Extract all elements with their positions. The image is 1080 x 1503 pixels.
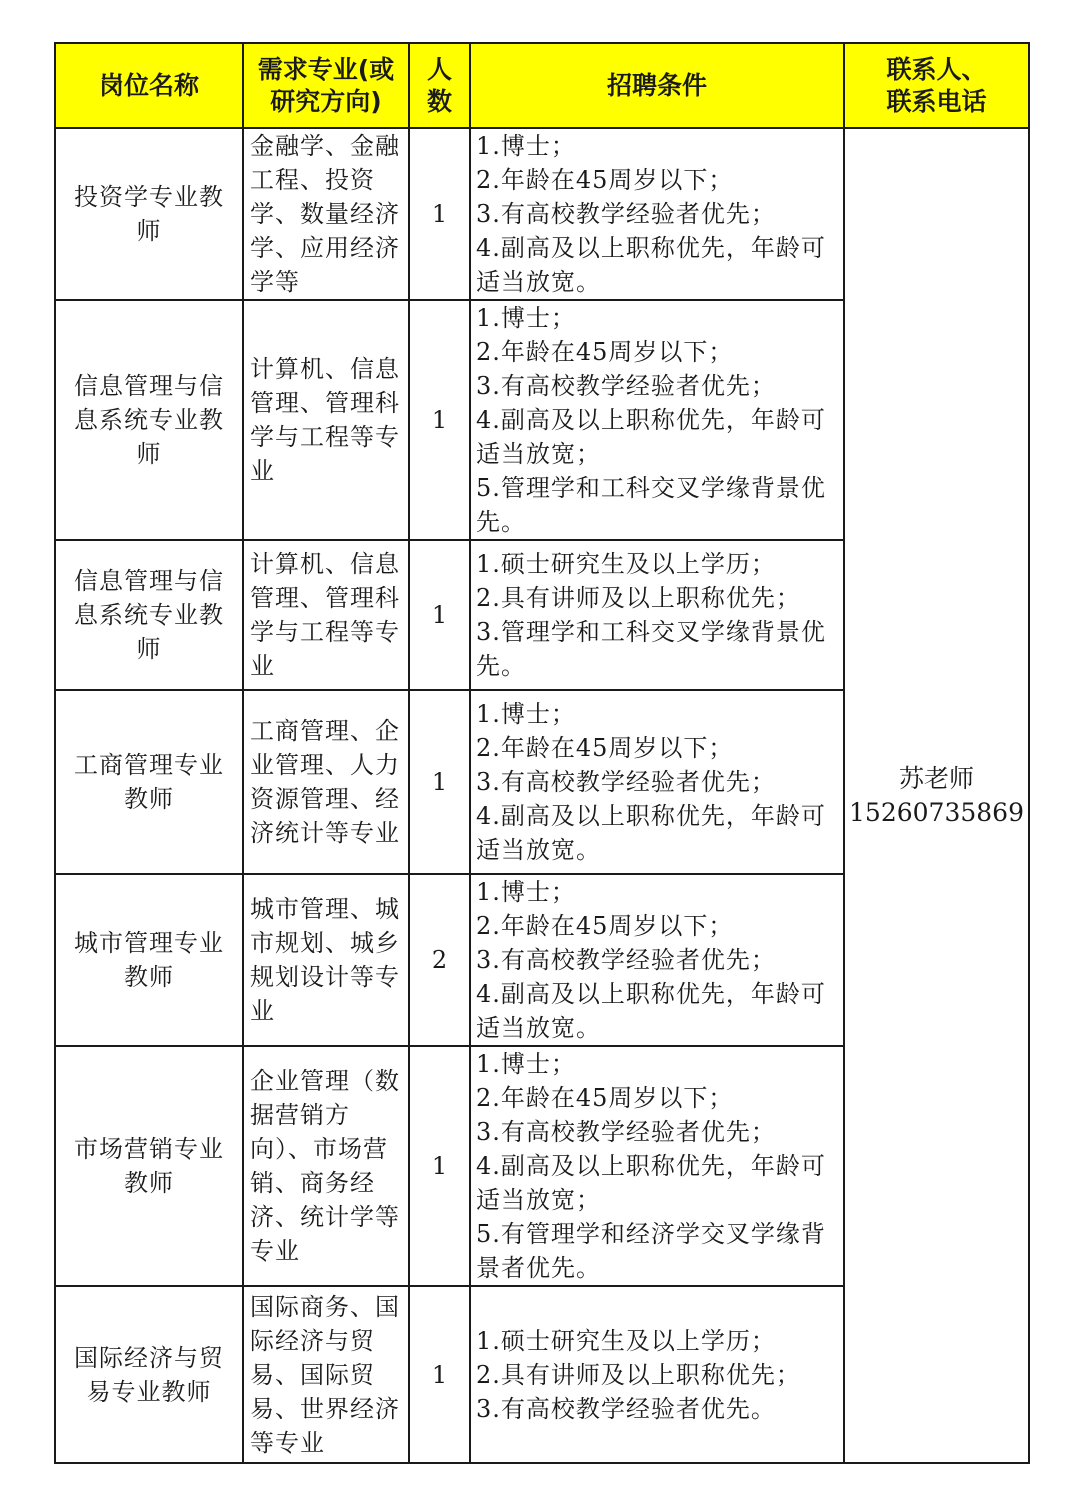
condition-item: 4.副高及以上职称优先，年龄可适当放宽； (476, 406, 826, 468)
major-cell: 城市管理、城市规划、城乡规划设计等专业 (243, 874, 409, 1046)
condition-item: 3.有高校教学经验者优先； (476, 200, 776, 228)
conditions-cell (470, 540, 844, 690)
count-cell: 1 (409, 1286, 470, 1463)
condition-item: 2.年龄在45周岁以下； (476, 734, 734, 762)
condition-item: 2.年龄在45周岁以下； (476, 912, 734, 940)
condition-item: 3.有高校教学经验者优先； (476, 372, 776, 400)
major-cell: 企业管理（数据营销方向）、市场营销、商务经济、统计学等专业 (243, 1046, 409, 1286)
condition-item: 2.年龄在45周岁以下； (476, 338, 734, 366)
condition-item: 3.有高校教学经验者优先； (476, 1118, 776, 1146)
conditions-cell (470, 690, 844, 874)
condition-item: 5.管理学和工科交叉学缘背景优先。 (476, 474, 826, 536)
position-cell: 信息管理与信息系统专业教师 (55, 300, 243, 540)
condition-item: 1.硕士研究生及以上学历； (476, 550, 776, 578)
condition-item: 2.具有讲师及以上职称优先； (476, 584, 801, 612)
major-cell: 工商管理、企业管理、人力资源管理、经济统计等专业 (243, 690, 409, 874)
condition-item: 3.有高校教学经验者优先； (476, 768, 776, 796)
position-cell: 信息管理与信息系统专业教师 (55, 540, 243, 690)
condition-item: 4.副高及以上职称优先，年龄可适当放宽。 (476, 980, 826, 1042)
count-cell: 1 (409, 300, 470, 540)
count-cell: 1 (409, 540, 470, 690)
condition-item: 3.管理学和工科交叉学缘背景优先。 (476, 618, 826, 680)
header-contact: 联系人、联系电话 (844, 43, 1029, 128)
header-position: 岗位名称 (55, 43, 243, 128)
position-cell: 市场营销专业教师 (55, 1046, 243, 1286)
count-cell: 2 (409, 874, 470, 1046)
position-cell: 工商管理专业教师 (55, 690, 243, 874)
condition-item: 1.博士； (476, 1050, 576, 1078)
count-cell: 1 (409, 128, 470, 300)
condition-item: 4.副高及以上职称优先，年龄可适当放宽。 (476, 234, 826, 296)
condition-item: 5.有管理学和经济学交叉学缘背景者优先。 (476, 1220, 826, 1282)
position-cell: 国际经济与贸易专业教师 (55, 1286, 243, 1463)
condition-item: 4.副高及以上职称优先，年龄可适当放宽； (476, 1152, 826, 1214)
major-cell: 金融学、金融工程、投资学、数量经济学、应用经济学等 (243, 128, 409, 300)
major-cell: 计算机、信息管理、管理科学与工程等专业 (243, 540, 409, 690)
condition-item: 4.副高及以上职称优先，年龄可适当放宽。 (476, 802, 826, 864)
contact-phone: 15260735869 (849, 797, 1024, 827)
contact-name: 苏老师 (898, 763, 974, 793)
condition-item: 1.博士； (476, 132, 576, 160)
condition-item: 2.年龄在45周岁以下； (476, 166, 734, 194)
recruitment-table (54, 42, 1030, 1464)
table-header-row (55, 43, 1029, 128)
conditions-cell (470, 128, 844, 300)
conditions-cell (470, 874, 844, 1046)
table-row (55, 128, 1029, 300)
count-cell: 1 (409, 690, 470, 874)
count-cell: 1 (409, 1046, 470, 1286)
condition-item: 3.有高校教学经验者优先； (476, 946, 776, 974)
header-major: 需求专业(或研究方向) (243, 43, 409, 128)
conditions-cell (470, 300, 844, 540)
major-cell: 计算机、信息管理、管理科学与工程等专业 (243, 300, 409, 540)
conditions-cell (470, 1286, 844, 1463)
condition-item: 1.博士； (476, 878, 576, 906)
header-conditions: 招聘条件 (470, 43, 844, 128)
condition-item: 2.年龄在45周岁以下； (476, 1084, 734, 1112)
header-count: 人数 (409, 43, 470, 128)
major-cell: 国际商务、国际经济与贸易、国际贸易、世界经济等专业 (243, 1286, 409, 1463)
position-cell: 投资学专业教师 (55, 128, 243, 300)
contact-cell (844, 128, 1029, 1463)
condition-item: 1.博士； (476, 700, 576, 728)
position-cell: 城市管理专业教师 (55, 874, 243, 1046)
condition-item: 3.有高校教学经验者优先。 (476, 1394, 776, 1423)
conditions-cell (470, 1046, 844, 1286)
condition-item: 2.具有讲师及以上职称优先； (476, 1360, 801, 1389)
condition-item: 1.硕士研究生及以上学历； (476, 1326, 776, 1355)
condition-item: 1.博士； (476, 304, 576, 332)
